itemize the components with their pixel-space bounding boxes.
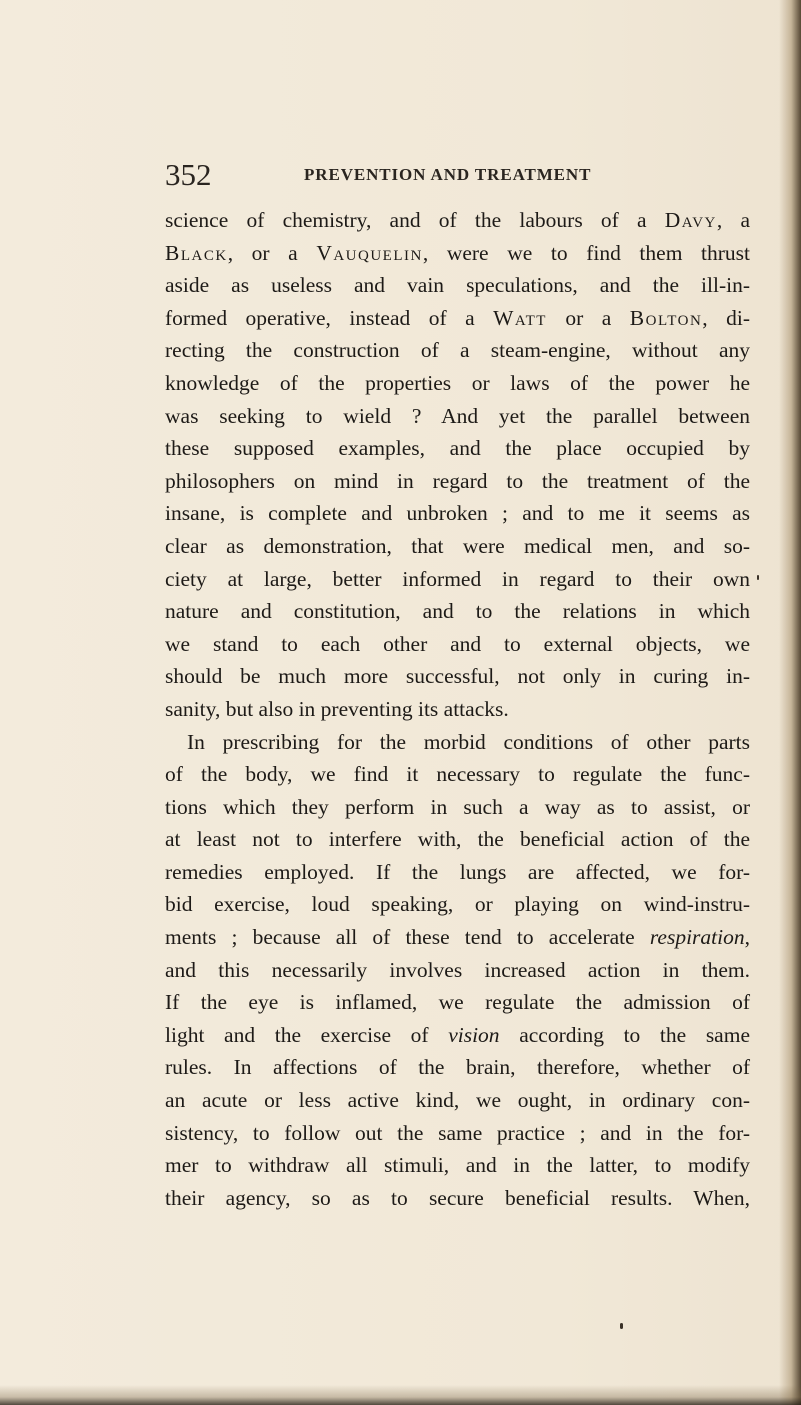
page-header — [165, 157, 745, 193]
page-gutter-shadow — [779, 0, 801, 1405]
text-line: philosophers on mind in regard to the treatment of the — [165, 468, 750, 493]
text-line: insane, is complete and unbroken ; and to me it seems as — [165, 501, 750, 526]
text-line: If the eye is inflamed, we regulate the admission of — [165, 990, 750, 1015]
text-line: these supposed examples, and the place occupied by — [165, 436, 750, 461]
text-line: nature and constitution, and to the relations in which — [165, 599, 750, 624]
text-line: recting the construction of a steam-engine, without any — [165, 338, 750, 363]
text-line: aside as useless and vain speculations, and the ill-in- — [165, 273, 750, 298]
text-line: sistency, to follow out the same practice ; and in the for- — [165, 1120, 750, 1145]
text-line: formed operative, instead of a Watt or a Bolton, di- — [165, 305, 751, 330]
text-line: rules. In affections of the brain, therefore, whether of — [165, 1055, 750, 1080]
ink-speck — [620, 1323, 623, 1329]
text-line: In prescribing for the morbid conditions of other parts — [187, 729, 750, 754]
page-bottom-edge — [0, 1385, 801, 1405]
text-line: science of chemistry, and of the labours of a Davy, a — [165, 208, 751, 232]
text-line: sanity, but also in preventing its attacks. — [165, 696, 509, 721]
text-line: remedies employed. If the lungs are affected, we for- — [165, 859, 750, 884]
text-line: and this necessarily involves increased action in them. — [165, 957, 750, 982]
text-line: of the body, we find it necessary to regulate the func- — [165, 762, 750, 787]
text-line: ments ; because all of these tend to accelerate respiration, — [165, 925, 750, 950]
text-line: ciety at large, better informed in regard to their own — [165, 566, 750, 591]
page-number: 352 — [165, 157, 212, 192]
text-line: light and the exercise of vision according to the same — [165, 1022, 750, 1047]
running-head: PREVENTION AND TREATMENT — [304, 165, 592, 184]
text-line: clear as demonstration, that were medical men, and so- — [165, 533, 750, 558]
text-line: tions which they perform in such a way as to assist, or — [165, 794, 750, 819]
text-line: knowledge of the properties or laws of the power he — [165, 370, 750, 395]
text-line: Black, or a Vauquelin, were we to find them thrust — [165, 240, 750, 265]
ink-speck — [757, 575, 759, 580]
text-line: was seeking to wield ? And yet the parallel between — [165, 403, 750, 428]
text-line: at least not to interfere with, the beneficial action of the — [165, 827, 750, 852]
text-line: their agency, so as to secure beneficial results. When, — [165, 1185, 750, 1210]
text-line: bid exercise, loud speaking, or playing on wind-instru- — [165, 892, 750, 917]
text-line: mer to withdraw all stimuli, and in the latter, to modify — [165, 1153, 750, 1178]
text-line: an acute or less active kind, we ought, in ordinary con- — [165, 1088, 750, 1113]
body-text — [165, 204, 750, 1214]
text-line: should be much more successful, not only in curing in- — [165, 664, 750, 689]
text-line: we stand to each other and to external objects, we — [165, 631, 750, 656]
